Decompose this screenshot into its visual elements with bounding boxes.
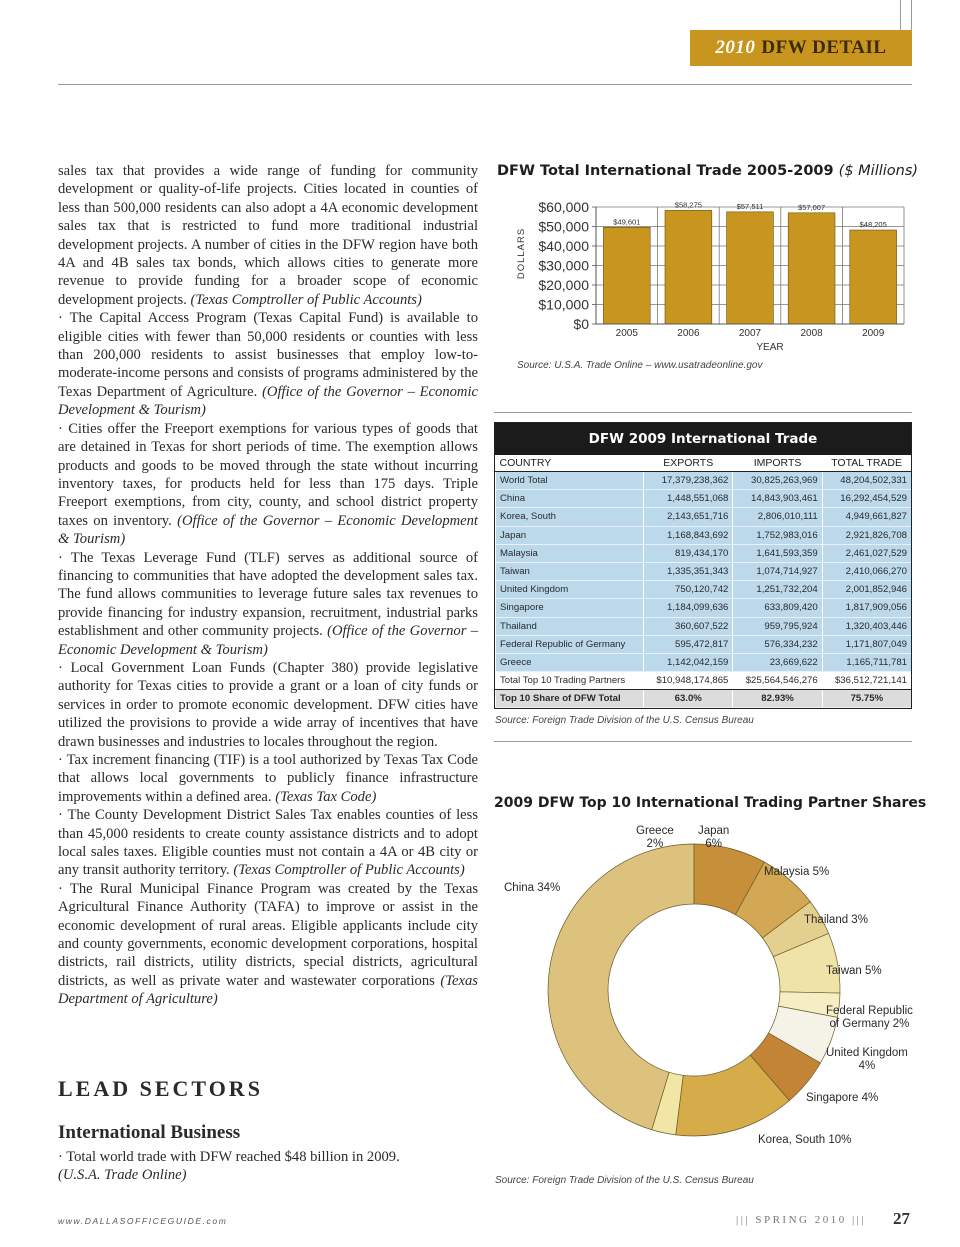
table-cell-value: 48,204,502,331 [822, 472, 911, 490]
paragraph-sales-tax: sales tax that provides a wide range of funding for community development or quality-of-life projects. Cities located in counties of less than 500,000 residents can also adopt a 4A economic development sales tax that is restricted to fund more traditional industrial development projects. A number of cities in the DFW region have both 4A and 4B sales tax bonds, which allows cities to generate more revenue to provide funding for a broader scope of economic development projects. (Texas Comptroller of Public Accounts) [58, 163, 478, 308]
paragraph-capital-access: · The Capital Access Program (Texas Capital Fund) is available to eligible cities with fewer than 50,000 residents or counties with less than 200,000 residents to assist businesses that employ low-to-moderate-income persons and consists of programs administered by the Texas Department of Agriculture. (Office of the Governor – Economic Development & Tourism) [58, 310, 478, 419]
bar-chart-source: Source: U.S.A. Trade Online – www.usatradeonline.gov [517, 360, 763, 371]
body-text-column [58, 162, 478, 1009]
bar [665, 210, 712, 324]
table-row [496, 508, 912, 526]
bar-chart-title: DFW Total International Trade 2005-2009 ($ Millions) [497, 163, 919, 179]
pie-label-germany: Federal Republic of Germany 2% [826, 1005, 913, 1030]
table-cell-value: 2,461,027,529 [822, 544, 911, 562]
table-cell-value: 2,410,066,270 [822, 562, 911, 580]
bar [788, 213, 835, 324]
table-row [496, 635, 912, 653]
header-rule [58, 84, 912, 85]
table-cell-value: 2,921,826,708 [822, 526, 911, 544]
table-cell-value: 1,142,042,159 [644, 653, 733, 671]
paragraph-county-district: · The County Development District Sales Tax enables counties of less than 45,000 residents to create county assistance districts and to adopt local sales taxes. Eligible counties must not contain a 4A or 4B city or any transit authority territory. (Texas Comptroller of Public Accounts) [58, 807, 478, 879]
international-business-text [58, 1148, 478, 1185]
x-tick-label: 2005 [615, 328, 638, 339]
table-cell-value: 82.93% [733, 690, 822, 708]
table-cell-value: 1,171,807,049 [822, 635, 911, 653]
table-cell-value: 1,074,714,927 [733, 562, 822, 580]
table-cell-country: Singapore [496, 599, 644, 617]
col-country: COUNTRY [496, 455, 644, 472]
bar-value-label: $58,275 [674, 200, 702, 210]
section-year: 2010 [715, 37, 756, 58]
table-cell-value: 14,843,903,461 [733, 490, 822, 508]
table-cell-country: Korea, South [496, 508, 644, 526]
bar [603, 227, 650, 324]
col-imports: IMPORTS [733, 455, 822, 472]
table-cell-value: 1,448,551,068 [644, 490, 733, 508]
pie-label-singapore: Singapore 4% [806, 1092, 879, 1104]
table-row [496, 599, 912, 617]
pie-label-korea: Korea, South 10% [758, 1134, 852, 1146]
x-tick-label: 2006 [677, 328, 700, 339]
table-cell-value: $10,948,174,865 [644, 672, 733, 690]
table-cell-value: 2,806,010,111 [733, 508, 822, 526]
table-cell-value: 595,472,817 [644, 635, 733, 653]
table-cell-country: Federal Republic of Germany [496, 635, 644, 653]
table-cell-label: Total Top 10 Trading Partners [496, 672, 644, 690]
table-cell-value: 1,641,593,359 [733, 544, 822, 562]
table-cell-label: Top 10 Share of DFW Total [496, 690, 644, 708]
table-cell-value: 576,334,232 [733, 635, 822, 653]
paragraph-tif: · Tax increment financing (TIF) is a tool authorized by Texas Tax Code that allows local governments to publicly finance infrastructure improvements within a defined area. (Texas Tax Code) [58, 752, 478, 805]
bar [727, 212, 774, 324]
table-cell-value: 30,825,263,969 [733, 472, 822, 490]
x-tick-label: 2009 [862, 328, 885, 339]
trade-table [494, 422, 912, 709]
table-row [496, 526, 912, 544]
table-cell-value: 959,795,924 [733, 617, 822, 635]
table-cell-country: Japan [496, 526, 644, 544]
y-tick-label: $60,000 [538, 199, 589, 215]
bar-value-label: $57,007 [798, 202, 826, 212]
table-cell-country: United Kingdom [496, 581, 644, 599]
col-total: TOTAL TRADE [822, 455, 911, 472]
col-exports: EXPORTS [644, 455, 733, 472]
intl-bullet: · Total world trade with DFW reached $48 billion in 2009. [58, 1149, 400, 1165]
international-business-heading: International Business [58, 1122, 241, 1143]
y-axis-label: DOLLARS [516, 227, 527, 280]
x-axis-label: YEAR [756, 342, 784, 353]
paragraph-loan-funds: · Local Government Loan Funds (Chapter 380) provide legislative authority for Texas cities to provide a grant or a loan of city funds or services in order to promote economic development. DFW cities have utilized the provisions to provide a wide array of incentives that have drawn businesses and industries to locales throughout the region. [58, 659, 478, 750]
table-cell-value: 1,165,711,781 [822, 653, 911, 671]
table-share-row [496, 690, 912, 708]
pie-label-japan: Japan 6% [698, 825, 730, 850]
donut-chart [546, 842, 842, 1138]
table-row [496, 562, 912, 580]
paragraph-rural-finance: · The Rural Municipal Finance Program was created by the Texas Agricultural Finance Authority (TAFA) to improve or assist in the economic development of rural areas. Eligible applicants include city and county governments, economic development corporations, hospital districts, rail districts, utility districts, special districts, agricultural districts, as well as private water and wastewater corporations (Texas Department of Agriculture) [58, 880, 478, 1008]
lead-sectors-heading: LEAD SECTORS [58, 1076, 263, 1101]
table-cell-value: 750,120,742 [644, 581, 733, 599]
section-title: DFW DETAIL [761, 37, 887, 58]
table-cell-value: 1,335,351,343 [644, 562, 733, 580]
divider-1 [494, 412, 912, 413]
y-tick-label: $10,000 [538, 296, 589, 313]
table-cell-country: Malaysia [496, 544, 644, 562]
table-cell-value: 1,752,983,016 [733, 526, 822, 544]
bar-value-label: $57,511 [736, 201, 764, 211]
y-tick-label: $30,000 [538, 257, 589, 274]
bar [850, 230, 897, 324]
table-cell-value: 4,949,661,827 [822, 508, 911, 526]
bar-chart-bars [603, 200, 896, 324]
pie-label-taiwan: Taiwan 5% [826, 965, 882, 977]
table-source: Source: Foreign Trade Division of the U.S. Census Bureau [495, 715, 754, 726]
bar-chart [494, 188, 912, 358]
table-cell-country: World Total [496, 472, 644, 490]
bar-value-label: $48,205 [859, 220, 887, 230]
y-tick-label: $20,000 [538, 277, 589, 293]
table-cell-value: 1,168,843,692 [644, 526, 733, 544]
table-cell-value: 2,143,651,716 [644, 508, 733, 526]
pie-label-china: China 34% [504, 882, 561, 894]
table-row [496, 653, 912, 671]
table-row [496, 581, 912, 599]
y-tick-label: $0 [573, 316, 589, 332]
paragraph-leverage-fund: · The Texas Leverage Fund (TLF) serves as additional source of financing to communities that have adopted the development sales tax. The fund allows communities to leverage future sales tax revenues to provide financing for industry expansion, recruitment, industrial parks establishment and other community projects. (Office of the Governor – Economic Development & Tourism) [58, 549, 478, 658]
table-cell-country: China [496, 490, 644, 508]
table-cell-value: 1,817,909,056 [822, 599, 911, 617]
table-cell-value: $36,512,721,141 [822, 672, 911, 690]
table-row [496, 617, 912, 635]
table-cell-value: 17,379,238,362 [644, 472, 733, 490]
x-tick-label: 2008 [800, 328, 823, 339]
table-cell-value: $25,564,546,276 [733, 672, 822, 690]
pie-label-malaysia: Malaysia 5% [764, 866, 830, 878]
table-cell-value: 1,320,403,446 [822, 617, 911, 635]
pie-label-greece: Greece 2% [636, 825, 674, 850]
bar-value-label: $49,601 [613, 217, 641, 227]
table-cell-country: Thailand [496, 617, 644, 635]
pie-label-uk: United Kingdom 4% [826, 1047, 908, 1072]
table-cell-country: Greece [496, 653, 644, 671]
table-cell-value: 1,251,732,204 [733, 581, 822, 599]
table-cell-value: 23,669,622 [733, 653, 822, 671]
table-cell-value: 2,001,852,946 [822, 581, 911, 599]
trade-table-title: DFW 2009 International Trade [495, 423, 911, 455]
footer-website: www.DALLASOFFICEGUIDE.com [58, 1216, 228, 1226]
intl-cite: (U.S.A. Trade Online) [58, 1167, 187, 1184]
footer-issue: ||| SPRING 2010 ||| [736, 1214, 867, 1226]
section-tab [690, 30, 912, 66]
pie-chart-title: 2009 DFW Top 10 International Trading Partner Shares [494, 795, 927, 811]
table-cell-value: 633,809,420 [733, 599, 822, 617]
page-number: 27 [893, 1209, 910, 1228]
paragraph-freeport: · Cities offer the Freeport exemptions for various types of goods that are detained in Texas for short periods of time. The exemption allows products and goods to be moved through the state without incurring inventory taxes, for products held for less than 175 days. Triple Freeport exemptions, from city, county, and school district property taxes on inventory. (Office of the Governor – Economic Development & Tourism) [58, 420, 478, 548]
table-row [496, 472, 912, 490]
table-cell-country: Taiwan [496, 562, 644, 580]
table-cell-value: 63.0% [644, 690, 733, 708]
table-total-row [496, 672, 912, 690]
table-cell-value: 360,607,522 [644, 617, 733, 635]
y-tick-label: $40,000 [538, 238, 589, 254]
pie-chart-source: Source: Foreign Trade Division of the U.S. Census Bureau [495, 1175, 754, 1186]
y-tick-label: $50,000 [538, 218, 589, 235]
table-cell-value: 819,434,170 [644, 544, 733, 562]
table-cell-value: 1,184,099,636 [644, 599, 733, 617]
x-tick-label: 2007 [738, 328, 762, 339]
table-row [496, 490, 912, 508]
divider-2 [494, 741, 912, 742]
table-cell-value: 75.75% [822, 690, 911, 708]
table-row [496, 544, 912, 562]
table-cell-value: 16,292,454,529 [822, 490, 911, 508]
pie-label-thailand: Thailand 3% [804, 914, 868, 926]
